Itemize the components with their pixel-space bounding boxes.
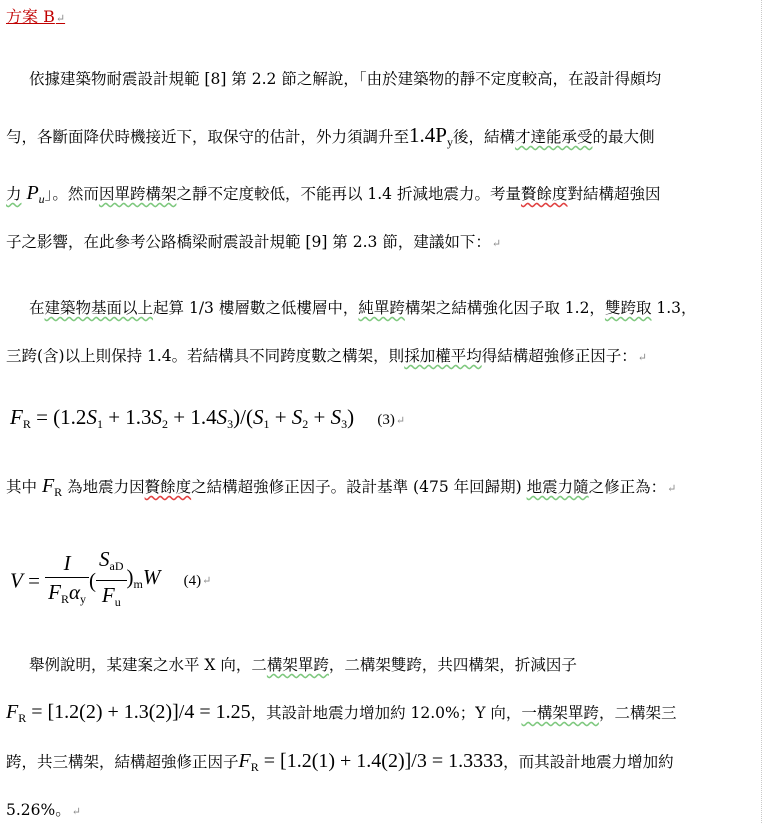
math-1-4-py: $1.4P_y$: [409, 123, 453, 149]
para1-line2: 勻，各斷面降伏時機接近下，取保守的估計，外力須調升至$1.4P_y$後，結構才達能承受的最大側: [6, 123, 655, 149]
equation-3: $F_R = (1.2S_1 + 1.3S_2 + 1.4S_3)/(S_1 + S_2 + S_3)$ (3)↵: [10, 405, 406, 431]
section-heading: 方案 B↵: [6, 7, 66, 26]
margin-guide: [761, 0, 763, 823]
equation-3-number: (3): [377, 412, 395, 428]
equation-4-number: (4): [183, 572, 202, 589]
para1-line3: 力 $P_u$」。然而因單跨構架之靜不定度較低，不能再以 1.4 折減地震力。考量贅餘度對結構超強因: [6, 182, 661, 206]
para2-line1: 在建築物基面以上起算 1/3 樓層數之低樓層中，純單跨構架之結構強化因子取 1.2，雙跨取 1.3，: [29, 299, 697, 317]
fraction-sad-over-fu: $\frac{S_{aD}}{F_u}$: [96, 545, 127, 616]
fraction-i-over-fr-alpha: $\frac{I}{F_R\alpha_y}$: [45, 549, 89, 613]
para4-line3: 跨，共三構架，結構超強修正因子$F_R = [1.2(1) + 1.4(2)]/3 = 1.3333$，而其設計地震力增加約: [6, 750, 674, 774]
para1-line1: 依據建築物耐震設計規範 [8] 第 2.2 節之解說，「由於建築物的靜不定度較高，在設計得頗均: [29, 70, 662, 88]
para2-line2: 三跨(含)以上則保持 1.4。若結構具不同跨度數之構架，則採加權平均得結構超強修正因子：↵: [6, 347, 647, 365]
math-pu: $P_u$: [26, 182, 45, 206]
para1-line4: 子之影響，在此參考公路橋梁耐震設計規範 [9] 第 2.3 節，建議如下：↵: [6, 233, 502, 251]
para3-line: 其中 $F_R$ 為地震力因贅餘度之結構超強修正因子。設計基準 (475 年回歸期) 地震力隨之修正為：↵: [6, 475, 677, 499]
equation-4: V = $\frac{I}{F_R\alpha_y}$ ( $\frac{S_{aD}}{F_u}$ )$_mW$ (4)↵: [10, 545, 211, 616]
para4-line4: 5.26%。↵: [6, 801, 81, 819]
para4-line2: $F_R = [1.2(2) + 1.3(2)]/4 = 1.25$，其設計地震力增加約 12.0%；Y 向，一構架單跨，二構架三: [6, 701, 677, 725]
para4-line1: 舉例說明，某建案之水平 X 向，二構架單跨，二構架雙跨，共四構架，折減因子: [29, 656, 577, 674]
